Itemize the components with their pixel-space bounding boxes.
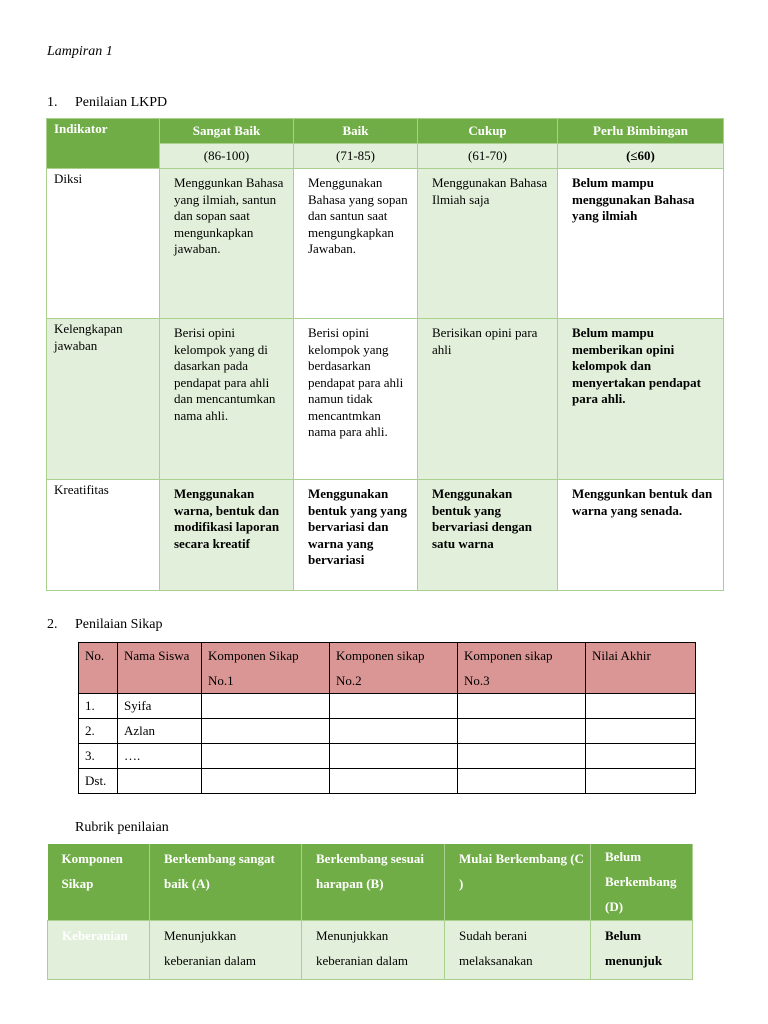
rubric-cell: Sudah berani melaksanakan [445, 921, 591, 980]
criteria-cell: Menggunkan bentuk dan warna yang senada. [558, 480, 724, 591]
criteria-cell: Menggunkan Bahasa yang ilmiah, santun dan sopan saat mengunkapkan jawaban. [160, 169, 294, 319]
rubrik-title: Rubrik penilaian [75, 820, 169, 835]
table-row [79, 694, 696, 719]
score-cell[interactable] [586, 719, 696, 744]
header-nama-siswa: Nama Siswa [118, 643, 202, 694]
header-perlu-bimbingan: Perlu Bimbingan [558, 119, 724, 144]
rubric-cell: Menunjukkan keberanian dalam [150, 921, 302, 980]
criteria-cell: Menggunakan bentuk yang bervariasi dengan satu warna [418, 480, 558, 591]
score-cell[interactable] [330, 719, 458, 744]
rubric-cell: Belum menunjuk [591, 921, 693, 980]
sikap-header-row [79, 643, 696, 694]
criteria-cell: Menggunakan bentuk yang yang bervariasi dan warna yang bervariasi [294, 480, 418, 591]
criteria-cell: Berisikan opini para ahli [418, 319, 558, 480]
indikator-cell: Kelengkapan jawaban [47, 319, 160, 480]
appendix-label: Lampiran 1 [47, 44, 113, 59]
rubric-cell: Menunjukkan keberanian dalam [302, 921, 445, 980]
section-1-heading [47, 95, 167, 111]
score-cell[interactable] [586, 744, 696, 769]
row-nama: Syifa [118, 694, 202, 719]
row-no: 3. [79, 744, 118, 769]
row-nama: Azlan [118, 719, 202, 744]
row-nama [118, 769, 202, 794]
score-cell[interactable] [202, 744, 330, 769]
row-no: Dst. [79, 769, 118, 794]
indikator-cell: Diksi [47, 169, 160, 319]
header-grade-a: Berkembang sangat baik (A) [150, 844, 302, 921]
header-komponen-2: Komponen sikap No.2 [330, 643, 458, 694]
header-cukup: Cukup [418, 119, 558, 144]
score-cell[interactable] [458, 694, 586, 719]
table-row [79, 744, 696, 769]
score-cell[interactable] [202, 694, 330, 719]
header-grade-d: Belum Berkembang (D) [591, 844, 693, 921]
section-2-title: Penilaian Sikap [75, 617, 163, 632]
criteria-cell: Menggunakan Bahasa yang sopan dan santun saat mengungkapkan Jawaban. [294, 169, 418, 319]
sikap-table [78, 642, 696, 794]
score-cell[interactable] [202, 769, 330, 794]
rubrik-row-keberanian [48, 921, 693, 980]
section-1-title: Penilaian LKPD [75, 95, 168, 110]
criteria-cell: Berisi opini kelompok yang berdasarkan pendapat para ahli namun tidak mencantmkan nama para ahli. [294, 319, 418, 480]
lkpd-header-row [47, 119, 724, 144]
lkpd-row-kelengkapan [47, 319, 724, 480]
header-indikator: Indikator [47, 119, 160, 169]
lkpd-rubric-table [46, 118, 724, 591]
row-nama: …. [118, 744, 202, 769]
range-perlu-bimbingan: (≤60) [558, 144, 724, 169]
section-1-number: 1. [47, 95, 58, 110]
score-cell[interactable] [586, 694, 696, 719]
header-komponen-1: Komponen Sikap No.1 [202, 643, 330, 694]
header-baik: Baik [294, 119, 418, 144]
row-no: 2. [79, 719, 118, 744]
score-cell[interactable] [458, 769, 586, 794]
score-cell[interactable] [586, 769, 696, 794]
header-sangat-baik: Sangat Baik [160, 119, 294, 144]
score-cell[interactable] [458, 719, 586, 744]
criteria-cell: Berisi opini kelompok yang di dasarkan pada pendapat para ahli dan mencantumkan nama ahli. [160, 319, 294, 480]
header-grade-b: Berkembang sesuai harapan (B) [302, 844, 445, 921]
header-nilai-akhir: Nilai Akhir [586, 643, 696, 694]
range-cukup: (61-70) [418, 144, 558, 169]
header-grade-c: Mulai Berkembang (C ) [445, 844, 591, 921]
score-cell[interactable] [330, 769, 458, 794]
criteria-cell: Belum mampu menggunakan Bahasa yang ilmiah [558, 169, 724, 319]
criteria-cell: Menggunakan warna, bentuk dan modifikasi laporan secara kreatif [160, 480, 294, 591]
row-komponen: Keberanian [48, 921, 150, 980]
score-cell[interactable] [330, 694, 458, 719]
criteria-cell: Belum mampu memberikan opini kelompok dan menyertakan pendapat para ahli. [558, 319, 724, 480]
range-baik: (71-85) [294, 144, 418, 169]
indikator-cell: Kreatifitas [47, 480, 160, 591]
row-no: 1. [79, 694, 118, 719]
score-cell[interactable] [202, 719, 330, 744]
score-cell[interactable] [458, 744, 586, 769]
header-komponen-sikap: Komponen Sikap [48, 844, 150, 921]
rubrik-table [47, 844, 693, 980]
lkpd-row-diksi [47, 169, 724, 319]
section-2-number: 2. [47, 617, 58, 632]
header-komponen-3: Komponen sikap No.3 [458, 643, 586, 694]
header-no: No. [79, 643, 118, 694]
range-sangat-baik: (86-100) [160, 144, 294, 169]
criteria-cell: Menggunakan Bahasa Ilmiah saja [418, 169, 558, 319]
score-cell[interactable] [330, 744, 458, 769]
lkpd-row-kreatifitas [47, 480, 724, 591]
rubrik-header-row [48, 844, 693, 921]
section-2-heading [47, 617, 163, 633]
table-row [79, 769, 696, 794]
table-row [79, 719, 696, 744]
